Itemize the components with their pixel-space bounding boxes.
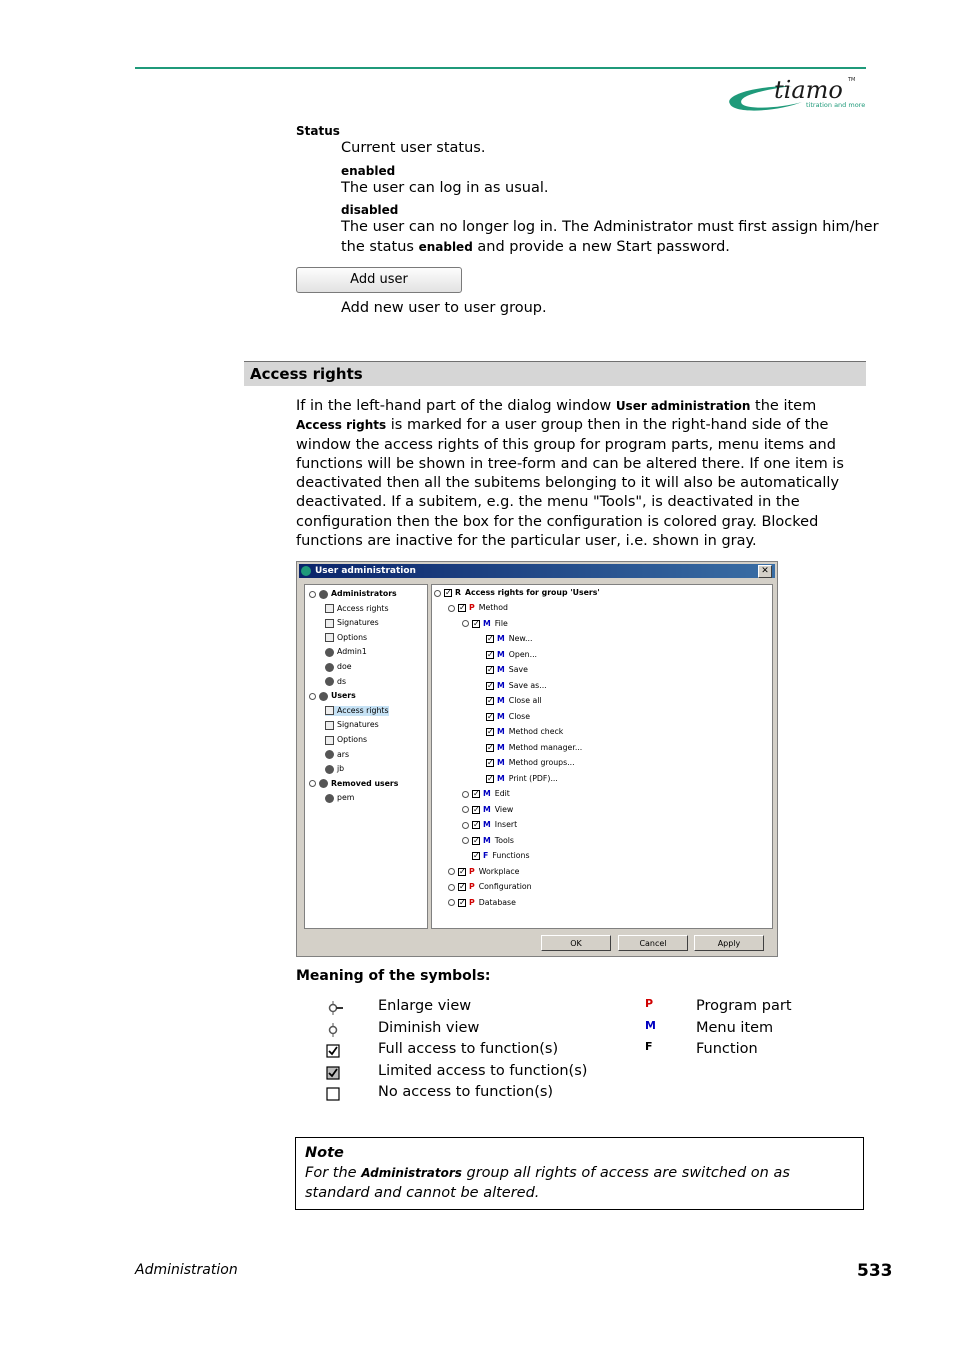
left-tree-item-label: Access rights (337, 603, 389, 613)
note-box (295, 1137, 864, 1210)
enlarge-view-icon (326, 1000, 344, 1019)
right-tree-item-label: Database (478, 897, 516, 907)
right-tree-item[interactable] (462, 805, 513, 815)
document-icon (325, 604, 334, 613)
user-icon (319, 590, 328, 599)
type-letter: M (497, 758, 505, 767)
right-tree-item-label: Workplace (478, 866, 520, 876)
checkbox-icon[interactable]: ✓ (473, 820, 480, 829)
diminish-view-icon[interactable] (448, 605, 455, 612)
checkbox-icon[interactable]: ✓ (487, 696, 494, 705)
left-tree-item-label: Signatures (337, 720, 379, 730)
left-tree-item-label: ds (337, 676, 347, 686)
diminish-view-icon[interactable] (309, 591, 316, 598)
checkbox-icon[interactable]: ✓ (487, 665, 494, 674)
left-tree-item[interactable] (325, 677, 346, 687)
diminish-view-icon[interactable] (434, 590, 441, 597)
left-tree-item-label: jb (337, 764, 345, 774)
footer-section: Administration (135, 1262, 238, 1278)
right-tree-item[interactable] (462, 851, 530, 861)
left-tree-item[interactable] (325, 604, 389, 614)
symbol-description: Limited access to function(s) (378, 1062, 588, 1079)
checkbox-icon[interactable]: ✓ (487, 742, 494, 752)
type-letter: M (483, 820, 491, 829)
document-icon (325, 633, 334, 642)
checkbox-icon[interactable]: ✓ (487, 649, 494, 659)
note-text-2: group all rights of access are switched on as standard and cannot be altered. (305, 1165, 790, 1201)
left-tree-item[interactable] (325, 662, 352, 672)
type-letter: P (469, 866, 475, 876)
note-title: Note (305, 1145, 344, 1161)
status-desc: Current user status. (341, 140, 486, 156)
disabled-desc-line2 (341, 238, 730, 258)
right-tree-item[interactable] (476, 681, 547, 691)
left-tree-item-label: Options (337, 735, 368, 744)
left-tree-item[interactable] (325, 764, 344, 774)
checkbox-icon[interactable]: ✓ (487, 680, 494, 690)
enlarge-view-icon[interactable] (448, 884, 455, 891)
left-tree-item[interactable] (325, 750, 349, 760)
symbol-description: Function (696, 1041, 758, 1057)
apply-button[interactable]: Apply (694, 935, 764, 951)
left-tree-item[interactable] (325, 735, 367, 745)
type-letter: M (497, 742, 505, 752)
checkbox-icon[interactable]: ✓ (459, 866, 466, 876)
enlarge-view-icon[interactable] (462, 822, 469, 829)
left-tree-item-label: Admin1 (337, 647, 367, 657)
right-tree-item[interactable] (476, 650, 537, 660)
checkbox-icon[interactable]: ✓ (473, 618, 480, 628)
checkbox-icon[interactable]: ✓ (459, 882, 466, 891)
enlarge-view-icon[interactable] (462, 837, 469, 844)
symbol-description: No access to function(s) (378, 1084, 554, 1100)
right-tree-item[interactable] (476, 634, 533, 644)
diminish-view-icon (326, 1022, 344, 1041)
right-tree-item-label: Edit (494, 789, 510, 798)
enabled-label: enabled (341, 164, 396, 178)
checkbox-icon[interactable]: ✓ (473, 851, 480, 860)
diminish-view-icon[interactable] (309, 693, 316, 700)
left-tree-item[interactable] (309, 779, 398, 789)
svg-text:tiamo: tiamo (774, 76, 843, 104)
diminish-view-icon[interactable] (309, 780, 316, 787)
disabled-desc-line1: The user can no longer log in. The Administrator must first assign him/her (341, 219, 879, 235)
user-icon (325, 750, 334, 759)
right-tree-item[interactable] (476, 712, 530, 722)
checkbox-icon[interactable]: ✓ (487, 711, 494, 721)
right-tree-item-label: Functions (492, 851, 530, 860)
type-letter: M (483, 804, 491, 814)
no-access-checkbox-icon (326, 1086, 340, 1105)
symbols-legend (324, 997, 884, 1107)
note-body (305, 1163, 850, 1203)
dialog-title-bar (299, 564, 775, 578)
right-tree-pane (431, 584, 773, 929)
type-letter: M (497, 773, 505, 783)
document-icon (325, 736, 334, 745)
document-icon (325, 619, 334, 628)
type-letter: M (497, 665, 505, 674)
checkbox-icon[interactable]: ✓ (487, 773, 494, 783)
disabled-desc-text: the status (341, 239, 419, 255)
type-letter: M (497, 680, 505, 690)
checkbox-icon[interactable]: ✓ (459, 897, 466, 907)
type-letter: M (497, 727, 505, 736)
enlarge-view-icon[interactable] (448, 899, 455, 906)
svg-text:titration and more: titration and more (806, 101, 866, 109)
left-tree-item-label: doe (337, 662, 352, 671)
type-letter: M (497, 711, 505, 721)
checkbox-icon[interactable]: ✓ (473, 835, 480, 845)
symbol-description: Diminish view (378, 1019, 480, 1036)
header-rule (135, 67, 866, 69)
right-tree-item-label: Save (508, 665, 528, 674)
dialog-title: User administration (315, 566, 416, 576)
right-tree-item-label: File (494, 618, 508, 628)
right-tree-item[interactable] (448, 867, 519, 877)
add-user-button[interactable]: Add user (296, 267, 462, 293)
right-tree-item[interactable] (462, 820, 517, 830)
right-tree-header-label: Access rights for group 'Users' (465, 588, 600, 597)
left-tree-item-label: ars (337, 749, 350, 759)
close-icon[interactable]: ✕ (758, 565, 772, 578)
type-letter: M (483, 618, 491, 628)
full-access-checkbox-icon (326, 1043, 340, 1062)
para-text-1: If in the left-hand part of the dialog window (296, 398, 616, 414)
left-tree-item-label: pem (337, 793, 355, 803)
right-tree-item[interactable] (476, 743, 582, 753)
right-tree-item-label: Method check (508, 727, 564, 736)
symbols-heading: Meaning of the symbols: (296, 968, 491, 984)
type-letter: F (483, 851, 489, 860)
status-label: Status (296, 124, 340, 138)
tiamo-logo (722, 72, 868, 118)
user-icon (325, 648, 334, 657)
symbol-letter: P (645, 997, 654, 1010)
section-heading (244, 361, 866, 386)
right-tree-item-label: Save as... (508, 680, 547, 690)
left-tree-item-label: Signatures (337, 618, 379, 628)
right-tree-item-label: Insert (494, 820, 518, 829)
para-text-2: the item (750, 398, 817, 414)
enabled-desc: The user can log in as usual. (341, 180, 549, 196)
app-icon (301, 566, 311, 576)
symbol-letter: F (645, 1040, 653, 1053)
checkbox-icon[interactable]: ✓ (487, 758, 494, 767)
user-icon (325, 663, 334, 672)
left-tree-item[interactable] (325, 647, 367, 657)
svg-text:TM: TM (848, 77, 856, 83)
right-tree-item-label: Tools (494, 835, 514, 845)
left-tree-item[interactable] (325, 633, 367, 643)
right-tree-item[interactable] (462, 619, 508, 629)
user-administration-dialog (296, 561, 778, 957)
right-tree-item[interactable] (476, 727, 563, 737)
ok-button[interactable]: OK (541, 935, 611, 951)
right-tree-item[interactable] (462, 836, 514, 846)
right-tree-item-label: Method manager... (508, 742, 583, 752)
right-tree-item[interactable] (476, 696, 542, 706)
right-tree-item-label: Close (508, 711, 531, 721)
para-text-3: is marked for a user group then in the right-hand side of the window the access rights of this group for program parts, menu items and functions will be shown in tree-form and can be altered there. If one item is deactivated then all the subitems belonging to it will also be automatically deactivated. If a subitem, e.g. the menu "Tools", is deactivated in the configuration then the box for the configuration is colored gray. Blocked functions are inactive for the particular user, i.e. shown in gray. (296, 417, 844, 550)
access-rights-paragraph (296, 397, 862, 551)
right-tree-item[interactable] (476, 665, 528, 675)
left-tree-item[interactable] (309, 691, 356, 701)
document-icon (325, 706, 334, 715)
symbol-description: Full access to function(s) (378, 1041, 559, 1057)
root-letter: R (455, 588, 462, 597)
user-icon (325, 794, 334, 803)
symbol-description: Enlarge view (378, 998, 472, 1014)
symbol-description: Program part (696, 998, 792, 1014)
checkbox-icon[interactable]: ✓ (445, 588, 452, 597)
right-tree-item[interactable] (476, 774, 558, 784)
limited-access-checkbox-icon (326, 1065, 340, 1084)
enlarge-view-icon[interactable] (448, 868, 455, 875)
enabled-inline-term: enabled (418, 240, 473, 254)
right-tree-item-label: Method (478, 603, 508, 612)
left-tree-item[interactable] (325, 618, 379, 628)
type-letter: P (469, 603, 475, 612)
symbol-description: Menu item (696, 1019, 774, 1036)
user-icon (325, 765, 334, 774)
left-tree-item[interactable] (325, 706, 389, 716)
section-title: Access rights (250, 365, 363, 383)
left-tree-item[interactable] (325, 793, 354, 803)
disabled-desc-tail: and provide a new Start password. (472, 239, 730, 255)
para-bold-access-rights: Access rights (296, 418, 387, 433)
right-tree-item[interactable] (448, 882, 532, 892)
left-tree-item-label: Removed users (331, 778, 399, 788)
right-tree-item-label: Close all (508, 696, 542, 705)
right-tree-item[interactable] (462, 789, 510, 799)
type-letter: M (497, 634, 505, 643)
left-tree-item-label: Administrators (331, 589, 397, 598)
left-tree-item-label: Access rights (337, 705, 389, 715)
right-tree-item-label: Print (PDF)... (508, 773, 558, 783)
type-letter: M (497, 696, 505, 705)
enlarge-view-icon[interactable] (462, 791, 469, 798)
user-icon (319, 779, 328, 788)
symbol-letter: M (645, 1018, 656, 1032)
checkbox-icon[interactable]: ✓ (473, 804, 480, 814)
checkbox-icon[interactable]: ✓ (487, 634, 494, 643)
type-letter: M (483, 835, 491, 845)
right-tree-item[interactable] (476, 758, 575, 768)
type-letter: P (469, 882, 475, 891)
type-letter: M (497, 649, 505, 659)
right-tree-item-label: Method groups... (508, 758, 575, 767)
document-icon (325, 721, 334, 730)
right-tree-header (434, 588, 600, 598)
checkbox-icon[interactable]: ✓ (487, 727, 494, 736)
left-tree-item[interactable] (325, 720, 379, 730)
left-tree-item[interactable] (309, 589, 397, 599)
enlarge-view-icon[interactable] (462, 806, 469, 813)
note-bold-administrators: Administrators (361, 1166, 462, 1180)
para-bold-user-administration: User administration (615, 399, 751, 413)
add-user-desc: Add new user to user group. (341, 300, 547, 316)
left-tree-item-label: Users (331, 691, 356, 701)
diminish-view-icon[interactable] (462, 620, 469, 627)
right-tree-item[interactable] (448, 898, 516, 908)
right-tree-item-label: Configuration (478, 882, 532, 891)
user-icon (325, 677, 334, 686)
right-tree-item-label: New... (508, 634, 533, 643)
cancel-button[interactable]: Cancel (618, 935, 688, 951)
user-icon (319, 692, 328, 701)
page-number: 533 (857, 1261, 893, 1281)
checkbox-icon[interactable]: ✓ (473, 789, 480, 798)
right-tree-item-label: Open... (508, 649, 538, 659)
disabled-label: disabled (341, 203, 399, 217)
type-letter: M (483, 789, 491, 798)
right-tree-item-label: View (494, 804, 514, 814)
right-tree-item[interactable] (448, 603, 508, 613)
type-letter: P (469, 897, 475, 907)
left-tree-pane (304, 584, 428, 929)
checkbox-icon[interactable]: ✓ (459, 603, 466, 612)
note-text-1: For the (305, 1165, 362, 1181)
left-tree-item-label: Options (337, 632, 368, 642)
